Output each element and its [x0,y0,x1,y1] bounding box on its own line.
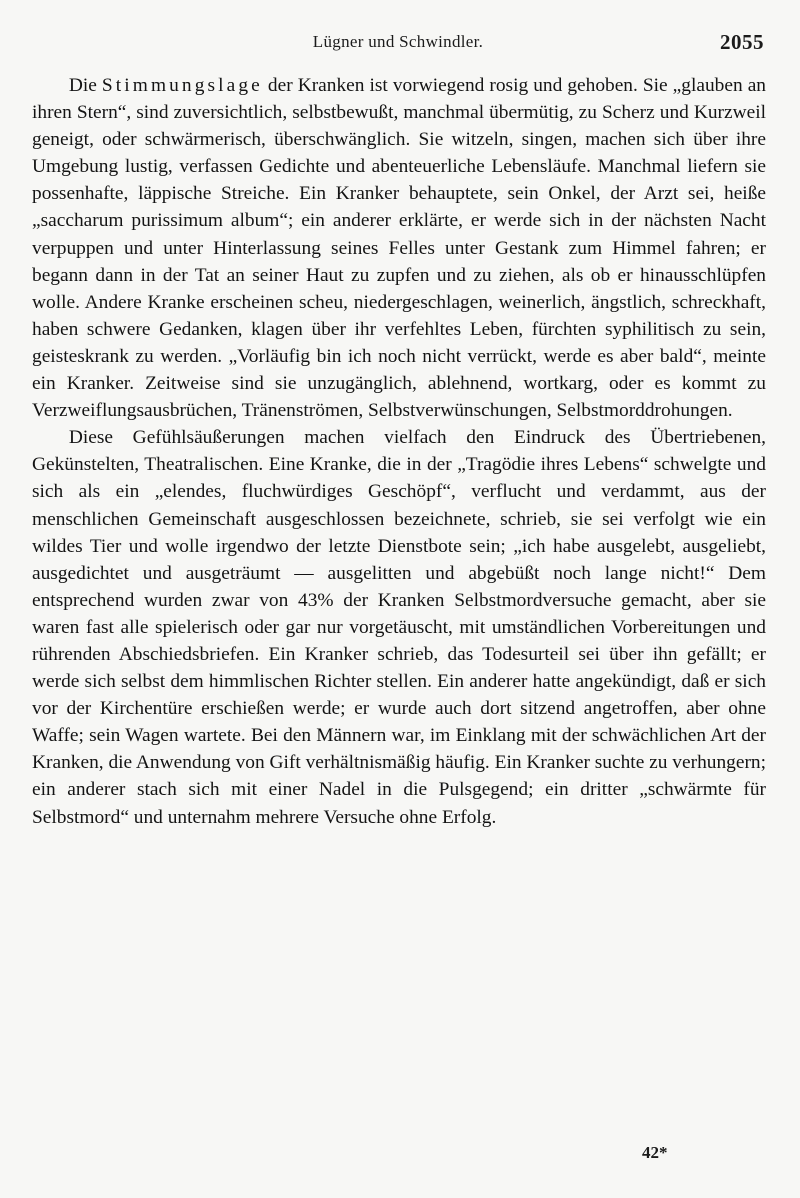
page-header [32,30,764,60]
signature-mark: 42* [642,1143,668,1162]
running-title: Lügner und Schwindler. [312,32,484,51]
emphasized-term: Stimmungslage [101,75,263,96]
paragraph-1-start: Die [68,75,102,96]
paragraph-1 [32,72,766,424]
body-text [32,72,766,831]
paragraph-1-rest: der Kranken ist vorwiegend rosig und gehoben. Sie „glauben an ihren Stern“, sind zuversichtlich, selbstbewußt, manchmal übermütig, zu Scherz und Kurzweil geneigt, oder schwärmerisch, überschwänglich. Sie witzeln, singen, machen sich über ihre Umgebung lustig, verfassen Gedichte und abenteuerliche Lebensläufe. Manchmal liefern sie possenhafte, läppische Streiche. Ein Kranker behauptete, sein Onkel, der Arzt sei, heiße „saccharum purissimum album“; ein anderer erklärte, er werde sich in der nächsten Nacht verpuppen und unter Hinterlassung seines Felles unter Gestank zum Himmel fahren; er begann dann in der Tat an seiner Haut zu zupfen und zu ziehen, als ob er hinausschlüpfen wolle. Andere Kranke erscheinen scheu, niedergeschlagen, weinerlich, ängstlich, schreckhaft, haben schwere Gedanken, klagen über ihr verfehltes Leben, fürchten syphilitisch zu sein, geisteskrank zu werden. „Vorläufig bin ich noch nicht verrückt, werde es aber bald“, meinte ein Kranker. Zeitweise sind sie unzugänglich, ablehnend, wortkarg, oder es kommt zu Verzweiflungsausbrüchen, Tränenströmen, Selbstverwünschungen, Selbstmorddrohungen. [32,75,766,422]
page-number: 2055 [720,30,764,54]
paragraph-2: Diese Gefühlsäußerungen machen vielfach den Eindruck des Übertriebenen, Gekünstelten, Theatralischen. Eine Kranke, die in der „Tragödie ihres Lebens“ schwelgte und sich als ein „elendes, fluchwürdiges Geschöpf“, verflucht und verdammt, aus der menschlichen Gemeinschaft ausgeschlossen bezeichnete, schrieb, sie sei verfolgt wie ein wildes Tier und wolle irgendwo der letzte Dienstbote sein; „ich habe ausgelebt, ausgeliebt, ausgedichtet und ausgeträumt — ausgelitten und abgebüßt noch lange nicht!“ Dem entsprechend wurden zwar von 43% der Kranken Selbstmordversuche gemacht, aber sie waren fast alle spielerisch oder gar nur vorgetäuscht, mit umständlichen Vorbereitungen und rührenden Abschiedsbriefen. Ein Kranker schrieb, das Todesurteil sei über ihn gefällt; er werde sich selbst dem himmlischen Richter stellen. Ein anderer hatte angekündigt, daß er sich vor der Kirchentüre erschießen werde; er wurde auch dort sitzend angetroffen, aber ohne Waffe; sein Wagen wartete. Bei den Männern war, im Einklang mit der schwächlichen Art der Kranken, die Anwendung von Gift verhältnismäßig häufig. Ein Kranker suchte zu verhungern; ein anderer stach sich mit einer Nadel in die Pulsgegend; ein dritter „schwärmte für Selbstmord“ und unternahm mehrere Versuche ohne Erfolg. [32,427,766,828]
